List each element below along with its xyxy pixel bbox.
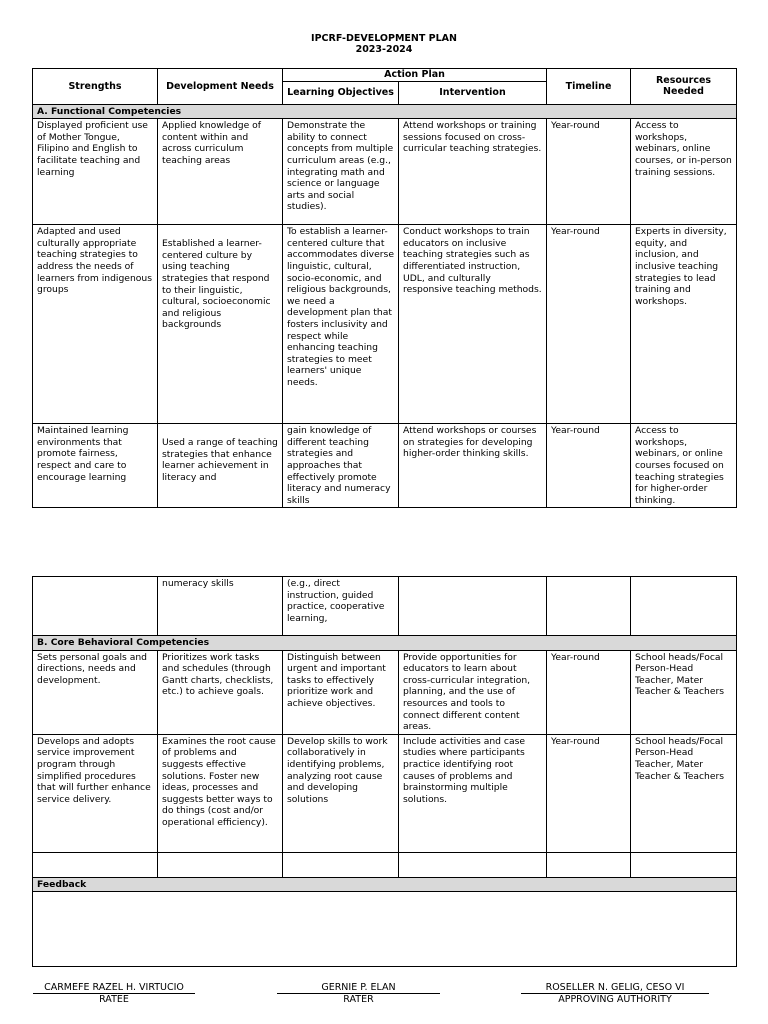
document-title: IPCRF-DEVELOPMENT PLAN bbox=[311, 33, 457, 44]
cell-timeline: Year-round bbox=[547, 119, 631, 225]
cell-resources: Experts in diversity, equity, and inclusion, and inclusive teaching strategies to lead training and workshops. bbox=[631, 225, 737, 424]
section-title-feedback: Feedback bbox=[33, 877, 737, 892]
header-strengths: Strengths bbox=[33, 69, 158, 105]
cell-learning-objective: Distinguish between urgent and important tasks to effectively prioritize work and achieve objectives. bbox=[283, 650, 399, 734]
header-development-needs: Development Needs bbox=[158, 69, 283, 105]
approver-name: ROSELLER N. GELIG, CESO VI bbox=[521, 982, 709, 994]
header-intervention: Intervention bbox=[399, 81, 547, 104]
cell-strength bbox=[33, 577, 158, 636]
rater-name: GERNIE P. ELAN bbox=[277, 982, 440, 994]
table-row bbox=[33, 119, 737, 225]
approver-role: APPROVING AUTHORITY bbox=[558, 994, 672, 1005]
cell-timeline: Year-round bbox=[547, 734, 631, 852]
cell-intervention bbox=[399, 577, 547, 636]
table-row bbox=[33, 225, 737, 424]
feedback-box bbox=[33, 892, 737, 967]
cell-learning-objective: gain knowledge of different teaching strategies and approaches that effectively promote literacy and numeracy skills bbox=[283, 424, 399, 508]
development-plan-table-page-1 bbox=[32, 68, 737, 508]
signature-approving-authority bbox=[521, 982, 709, 1005]
cell-resources: School heads/Focal Person-Head Teacher, Mater Teacher & Teachers bbox=[631, 650, 737, 734]
cell-learning-objective: To establish a learner-centered culture that accommodates diverse linguistic, cultural, socio-economic, and religious backgrounds, we need a development plan that fosters inclusivity and respect while enhancing teaching strategies to meet learners' unique needs. bbox=[283, 225, 399, 424]
cell-empty bbox=[33, 852, 158, 877]
ratee-role: RATEE bbox=[99, 994, 129, 1005]
cell-development-need: numeracy skills bbox=[158, 577, 283, 636]
cell-strength: Displayed proficient use of Mother Tongue, Filipino and English to facilitate teaching and learning bbox=[33, 119, 158, 225]
cell-resources: Access to workshops, webinars, or online courses focused on teaching strategies for higher-order thinking. bbox=[631, 424, 737, 508]
header-learning-objectives: Learning Objectives bbox=[283, 81, 399, 104]
cell-strength: Develops and adopts service improvement program through simplified procedures that will further enhance service delivery. bbox=[33, 734, 158, 852]
cell-intervention: Attend workshops or courses on strategies for developing higher-order thinking skills. bbox=[399, 424, 547, 508]
cell-empty bbox=[547, 852, 631, 877]
cell-resources: School heads/Focal Person-Head Teacher, Mater Teacher & Teachers bbox=[631, 734, 737, 852]
cell-timeline: Year-round bbox=[547, 424, 631, 508]
cell-empty bbox=[631, 852, 737, 877]
cell-strength: Maintained learning environments that promote fairness, respect and care to encourage learning bbox=[33, 424, 158, 508]
cell-development-need: Applied knowledge of content within and across curriculum teaching areas bbox=[158, 119, 283, 225]
cell-strength: Sets personal goals and directions, needs and development. bbox=[33, 650, 158, 734]
ratee-name: CARMEFE RAZEL H. VIRTUCIO bbox=[33, 982, 195, 994]
header-resources-needed: Resources Needed bbox=[631, 69, 737, 105]
signature-ratee bbox=[33, 982, 195, 1005]
cell-resources bbox=[631, 577, 737, 636]
cell-empty bbox=[283, 852, 399, 877]
signature-rater bbox=[277, 982, 440, 1005]
table-row bbox=[33, 577, 737, 636]
cell-development-need: Prioritizes work tasks and schedules (through Gantt charts, checklists, etc.) to achieve goals. bbox=[158, 650, 283, 734]
cell-learning-objective: Develop skills to work collaboratively in identifying problems, analyzing root cause and developing solutions bbox=[283, 734, 399, 852]
cell-learning-objective: (e.g., direct instruction, guided practice, cooperative learning, bbox=[283, 577, 399, 636]
cell-learning-objective: Demonstrate the ability to connect concepts from multiple curriculum areas (e.g., integrating math and science or language arts and social studies). bbox=[283, 119, 399, 225]
cell-resources: Access to workshops, webinars, online courses, or in-person training sessions. bbox=[631, 119, 737, 225]
table-row bbox=[33, 734, 737, 852]
table-row bbox=[33, 424, 737, 508]
cell-intervention: Include activities and case studies where participants practice identifying root causes of problems and brainstorming multiple solutions. bbox=[399, 734, 547, 852]
rater-role: RATER bbox=[343, 994, 374, 1005]
cell-development-need: Established a learner- centered culture by using teaching strategies that respond to their linguistic, cultural, socioeconomic and religious backgrounds bbox=[158, 225, 283, 424]
cell-intervention: Conduct workshops to train educators on inclusive teaching strategies such as differentiated instruction, UDL, and culturally responsive teaching methods. bbox=[399, 225, 547, 424]
cell-timeline: Year-round bbox=[547, 225, 631, 424]
cell-development-need: Examines the root cause of problems and suggests effective solutions. Foster new ideas, processes and suggests better ways to do things (cost and/or operational efficiency). bbox=[158, 734, 283, 852]
table-row bbox=[33, 650, 737, 734]
cell-development-need: Used a range of teaching strategies that enhance learner achievement in literacy and bbox=[158, 424, 283, 508]
table-row-empty bbox=[33, 852, 737, 877]
cell-strength: Adapted and used culturally appropriate teaching strategies to address the needs of learners from indigenous groups bbox=[33, 225, 158, 424]
cell-empty bbox=[158, 852, 283, 877]
cell-timeline bbox=[547, 577, 631, 636]
section-title-functional: A. Functional Competencies bbox=[33, 104, 737, 119]
cell-timeline: Year-round bbox=[547, 650, 631, 734]
development-plan-table-page-2 bbox=[32, 576, 737, 967]
cell-intervention: Provide opportunities for educators to learn about cross-curricular integration, planning, and the use of resources and tools to connect different content areas. bbox=[399, 650, 547, 734]
document-year: 2023-2024 bbox=[355, 44, 413, 55]
cell-empty bbox=[399, 852, 547, 877]
cell-intervention: Attend workshops or training sessions focused on cross-curricular teaching strategies. bbox=[399, 119, 547, 225]
header-timeline: Timeline bbox=[547, 69, 631, 105]
header-action-plan: Action Plan bbox=[283, 69, 547, 82]
section-title-core-behavioral: B. Core Behavioral Competencies bbox=[33, 636, 737, 651]
